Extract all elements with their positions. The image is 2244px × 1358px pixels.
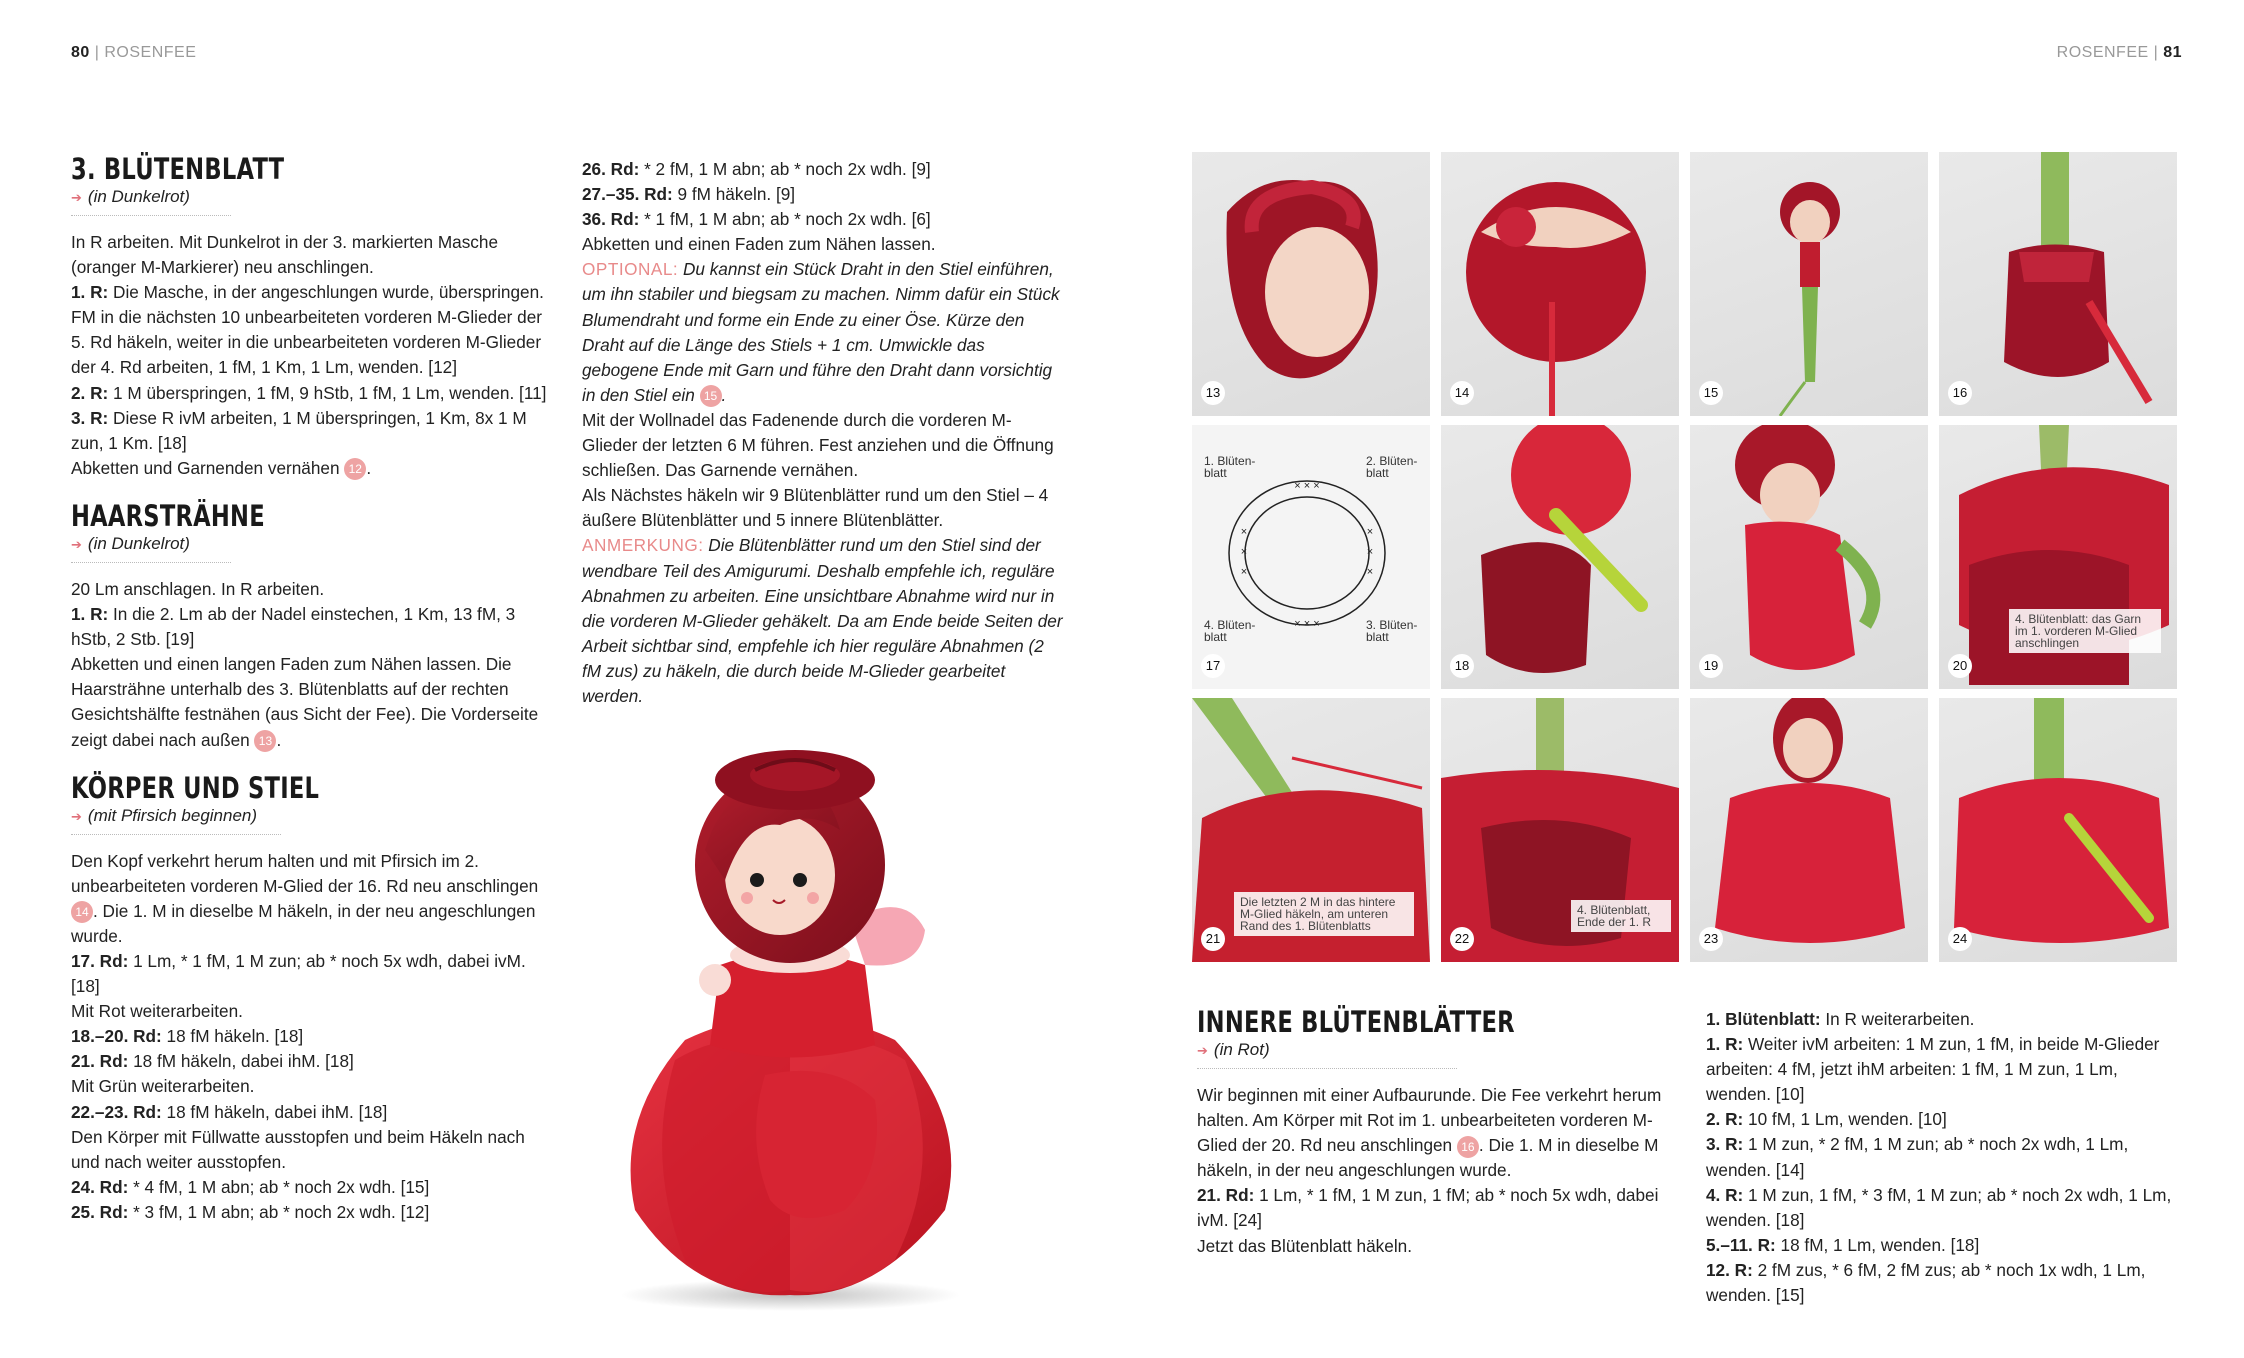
- subheading: ➔ (in Dunkelrot): [71, 186, 231, 216]
- chart-label: 1. Blüten- blatt: [1204, 454, 1256, 480]
- svg-text:× × ×: × × ×: [1294, 480, 1320, 492]
- photo-number: 19: [1699, 654, 1723, 678]
- row-instruction: 5.–11. R: 18 fM, 1 Lm, wenden. [18]: [1706, 1234, 1980, 1255]
- paragraph: Abketten und Garnenden vernähen 12 .: [71, 456, 551, 481]
- column-4: [1706, 1007, 2186, 1308]
- optional-note: OPTIONAL: Du kannst ein Stück Draht in den Stiel einführen, um ihn stabiler und biegsam zu machen. Nimm dafür ein Stück Blumendraht und forme ein Ende zu einer Öse. Kürze den Draht auf die Länge des Stiels + 1 cm. Umwickle das gebogene Ende mit Garn und führe den Draht dann vorsichtig in den Stiel ein 15 .: [582, 257, 1064, 408]
- row-instruction: 1. Blütenblatt: In R weiterarbeiten.: [1706, 1009, 1975, 1029]
- step-photo-22: [1441, 698, 1679, 962]
- column-3: [1197, 1005, 1667, 1259]
- row-instruction: 3. R: Diese R ivM arbeiten, 1 M überspringen, 1 Km, 8x 1 M zun, 1 Km. [18]: [71, 407, 527, 453]
- row-instruction: 12. R: 2 fM zus, * 6 fM, 2 fM zus; ab * noch 1x wdh, 1 Lm, wenden. [15]: [1706, 1259, 2146, 1306]
- photo-caption: Die letzten 2 M in das hintere M-Glied häkeln, am unteren Rand des 1. Blütenblatts: [1234, 892, 1414, 936]
- photo-ref-badge: 15: [700, 385, 722, 407]
- heading-innere-bluetenblaetter: INNERE BLÜTENBLÄTTER: [1197, 1005, 1515, 1039]
- subheading: ➔ (mit Pfirsich beginnen): [71, 805, 281, 835]
- row-instruction: 17. Rd: 1 Lm, * 1 fM, 1 M zun; ab * noch 5x wdh, dabei ivM. [18]: [71, 950, 526, 997]
- arrow-icon: ➔: [71, 190, 82, 205]
- step-photo-grid: [1192, 152, 2172, 960]
- row-instruction: 24. Rd: * 4 fM, 1 M abn; ab * noch 2x wdh. [15]: [71, 1176, 430, 1197]
- page-number-right: ROSENFEE | 81: [2056, 44, 2182, 61]
- arrow-icon: ➔: [71, 808, 82, 824]
- arrow-icon: ➔: [1197, 1043, 1208, 1058]
- step-photo-24: [1939, 698, 2177, 962]
- step-photo-15: [1690, 152, 1928, 416]
- photo-ref-badge: 12: [344, 458, 366, 480]
- page-number-left: 80 | ROSENFEE: [71, 44, 197, 61]
- svg-text:× × ×: × × ×: [1294, 618, 1320, 630]
- photo-number: 13: [1201, 381, 1225, 405]
- photo-number: 15: [1699, 381, 1723, 405]
- step-photo-23: [1690, 698, 1928, 962]
- chart-label: 3. Blüten- blatt: [1366, 618, 1418, 644]
- row-instruction: 21. Rd: 1 Lm, * 1 fM, 1 M zun, 1 fM; ab * noch 5x wdh, dabei ivM. [24]: [1197, 1185, 1659, 1231]
- row-instruction: 36. Rd: * 1 fM, 1 M abn; ab * noch 2x wdh. [6]: [582, 209, 931, 230]
- svg-text:×: ×: [1240, 546, 1248, 558]
- photo-number: 18: [1450, 654, 1474, 678]
- photo-number: 24: [1948, 927, 1972, 951]
- paragraph: Mit Rot weiterarbeiten.: [71, 1001, 243, 1022]
- row-instruction: 18.–20. Rd: 18 fM häkeln. [18]: [71, 1026, 304, 1047]
- row-instruction: 25. Rd: * 3 fM, 1 M abn; ab * noch 2x wdh. [12]: [71, 1201, 430, 1222]
- svg-text:×: ×: [1240, 566, 1248, 578]
- photo-number: 21: [1201, 927, 1225, 951]
- svg-text:×: ×: [1366, 546, 1374, 558]
- step-photo-18: [1441, 425, 1679, 689]
- paragraph: Mit der Wollnadel das Fadenende durch die vorderen M-Glieder der letzten 6 M führen. Fest anziehen und die Öffnung schließen. Das Garnende vernähen.: [582, 409, 1054, 481]
- heading-koerper-und-stiel: KÖRPER UND STIEL: [71, 770, 320, 805]
- subheading: ➔ (in Rot): [1197, 1039, 1457, 1069]
- heading-haarstraehne: HAARSTRÄHNE: [71, 498, 265, 533]
- row-instruction: 27.–35. Rd: 9 fM häkeln. [9]: [582, 184, 796, 205]
- step-photo-14: [1441, 152, 1679, 416]
- paragraph: Abketten und einen Faden zum Nähen lassen.: [582, 234, 936, 255]
- paragraph: 20 Lm anschlagen. In R arbeiten.: [71, 578, 325, 599]
- svg-text:×: ×: [1366, 526, 1374, 538]
- paragraph: Abketten und einen langen Faden zum Nähen lassen. Die Haarsträhne unterhalb des 3. Blütenblatts auf der rechten Gesichtshälfte festnähen (aus Sicht der Fee). Die Vorderseite zeigt dabei nach außen 13 .: [71, 652, 551, 752]
- photo-number: 17: [1201, 654, 1225, 678]
- step-photo-17-crochet-chart: [1192, 425, 1430, 689]
- paragraph: Den Kopf verkehrt herum halten und mit Pfirsich im 2. unbearbeiteten vorderen M-Glied der 16. Rd neu anschlingen 14 . Die 1. M in dieselbe M häkeln, in der neu angeschlungen wurde.: [71, 850, 539, 946]
- subheading: ➔ (in Dunkelrot): [71, 533, 231, 563]
- heading-bluetenblatt-3: 3. BLÜTENBLATT: [71, 152, 285, 186]
- chart-label: 4. Blüten- blatt: [1204, 618, 1256, 644]
- step-photo-21: [1192, 698, 1430, 962]
- paragraph: Als Nächstes häkeln wir 9 Blütenblätter rund um den Stiel – 4 äußere Blütenblätter und 5 innere Blütenblätter.: [582, 485, 1049, 531]
- photo-caption: 4. Blütenblatt, Ende der 1. R: [1571, 900, 1671, 932]
- step-photo-19: [1690, 425, 1928, 689]
- step-photo-16: [1939, 152, 2177, 416]
- photo-number: 20: [1948, 654, 1972, 678]
- photo-caption: 4. Blütenblatt: das Garn im 1. vorderen M-Glied anschlingen: [2009, 609, 2161, 653]
- row-instruction: 2. R: 1 M überspringen, 1 fM, 9 hStb, 1 fM, 1 Lm, wenden. [11]: [71, 382, 547, 403]
- chart-label: 2. Blüten- blatt: [1366, 454, 1418, 480]
- arrow-icon: ➔: [71, 536, 82, 552]
- row-instruction: 26. Rd: * 2 fM, 1 M abn; ab * noch 2x wdh. [9]: [582, 159, 931, 179]
- paragraph: Den Körper mit Füllwatte ausstopfen und beim Häkeln nach und nach weiter ausstopfen.: [71, 1126, 525, 1172]
- photo-ref-badge: 14: [71, 901, 93, 923]
- step-photo-20: [1939, 425, 2177, 689]
- photo-number: 23: [1699, 927, 1723, 951]
- column-1: [71, 152, 551, 1225]
- photo-number: 22: [1450, 927, 1474, 951]
- photo-number: 16: [1948, 381, 1972, 405]
- row-instruction: 21. Rd: 18 fM häkeln, dabei ihM. [18]: [71, 1051, 354, 1072]
- row-instruction: 22.–23. Rd: 18 fM häkeln, dabei ihM. [18]: [71, 1101, 388, 1122]
- paragraph: Jetzt das Blütenblatt häkeln.: [1197, 1235, 1412, 1256]
- paragraph: In R arbeiten. Mit Dunkelrot in der 3. markierten Masche (oranger M-Markierer) neu anschlingen.: [71, 232, 499, 278]
- svg-text:×: ×: [1240, 526, 1248, 538]
- column-2: [582, 157, 1064, 709]
- row-instruction: 1. R: In die 2. Lm ab der Nadel einstechen, 1 Km, 13 fM, 3 hStb, 2 Stb. [19]: [71, 604, 516, 650]
- rose-fairy-doll-photo: [575, 740, 1015, 1320]
- paragraph: Mit Grün weiterarbeiten.: [71, 1076, 255, 1097]
- row-instruction: 1. R: Weiter ivM arbeiten: 1 M zun, 1 fM, in beide M-Glieder arbeiten: 4 fM, jetzt ihM arbeiten: 1 fM, 1 M zun, 1 Lm, wenden. [10]: [1706, 1034, 2160, 1105]
- paragraph: Wir beginnen mit einer Aufbaurunde. Die Fee verkehrt herum halten. Am Körper mit Rot im 1. unbearbeiteten vorderen M-Glied der 20. Rd neu anschlingen 16 . Die 1. M in dieselbe M häkeln, in der neu angeschlungen wurde.: [1197, 1085, 1662, 1181]
- row-instruction: 4. R: 1 M zun, 1 fM, * 3 fM, 1 M zun; ab * noch 2x wdh, 1 Lm, wenden. [18]: [1706, 1184, 2172, 1230]
- row-instruction: 1. R: Die Masche, in der angeschlungen wurde, überspringen. FM in die nächsten 10 unbearbeiteten vorderen M-Glieder der 5. Rd häkeln, weiter in die unbearbeiteten vorderen M-Glieder der 4. Rd arbeiten, 1 fM, 1 Km, 1 Lm, wenden. [12]: [71, 282, 544, 378]
- photo-number: 14: [1450, 381, 1474, 405]
- photo-ref-badge: 13: [254, 730, 276, 752]
- remark-note: ANMERKUNG: Die Blütenblätter rund um den Stiel sind der wendbare Teil des Amigurumi. Deshalb empfehle ich, reguläre Abnahmen zu arbeiten. Eine unsichtbare Abnahme wird nur in die vorderen M-Glieder gehäkelt. Da am Ende beide Seiten der Arbeit sichtbar sind, empfehle ich hier reguläre Abnahmen (2 fM zus) zu häkeln, die durch beide M-Glieder gearbeitet werden.: [582, 535, 1063, 706]
- row-instruction: 3. R: 1 M zun, * 2 fM, 1 M zun; ab * noch 2x wdh, 1 Lm, wenden. [14]: [1706, 1134, 2129, 1180]
- photo-ref-badge: 16: [1457, 1136, 1479, 1158]
- svg-text:×: ×: [1366, 566, 1374, 578]
- step-photo-13: [1192, 152, 1430, 416]
- row-instruction: 2. R: 10 fM, 1 Lm, wenden. [10]: [1706, 1109, 1947, 1130]
